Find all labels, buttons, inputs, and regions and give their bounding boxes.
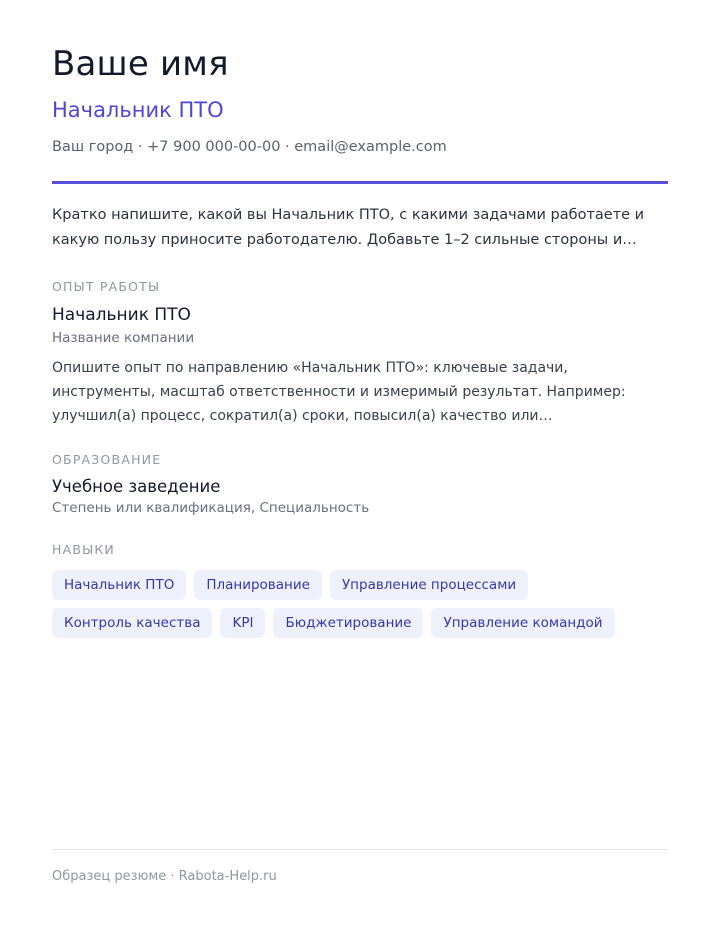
candidate-name: Ваше имя xyxy=(52,44,229,84)
skill-chip: KPI xyxy=(220,608,265,638)
skill-chip: Планирование xyxy=(194,570,322,600)
skill-chip: Бюджетирование xyxy=(273,608,423,638)
contact-line: Ваш город · +7 900 000-00-00 · email@example.com xyxy=(52,139,447,155)
education-school: Учебное заведение xyxy=(52,477,221,496)
skill-chip: Управление командой xyxy=(431,608,614,638)
footer-divider xyxy=(52,849,668,850)
company-name: Название компании xyxy=(52,330,195,346)
education-degree: Степень или квалификация, Специальность xyxy=(52,500,370,516)
skill-chip: Управление процессами xyxy=(330,570,528,600)
skills-list xyxy=(52,570,668,638)
skill-chip: Начальник ПТО xyxy=(52,570,186,600)
experience-section-title: ОПЫТ РАБОТЫ xyxy=(52,279,161,294)
education-section-title: ОБРАЗОВАНИЕ xyxy=(52,452,162,467)
skill-chip: Контроль качества xyxy=(52,608,212,638)
job-description: Опишите опыт по направлению «Начальник ПТО»: ключевые задачи, инструменты, масштаб ответственности и измеримый результат. Например: улучшил(а) процесс, сократил(а) сроки, повысил(а) качество или… xyxy=(52,360,626,424)
footer-text: Образец резюме · Rabota-Help.ru xyxy=(52,869,277,884)
summary-text: Кратко напишите, какой вы Начальник ПТО, с какими задачами работаете и какую пользу приносите работодателю. Добавьте 1–2 сильные стороны и… xyxy=(52,207,645,248)
header-divider xyxy=(52,181,668,184)
candidate-role: Начальник ПТО xyxy=(52,98,224,122)
skills-section-title: НАВЫКИ xyxy=(52,542,115,557)
job-title: Начальник ПТО xyxy=(52,305,191,325)
